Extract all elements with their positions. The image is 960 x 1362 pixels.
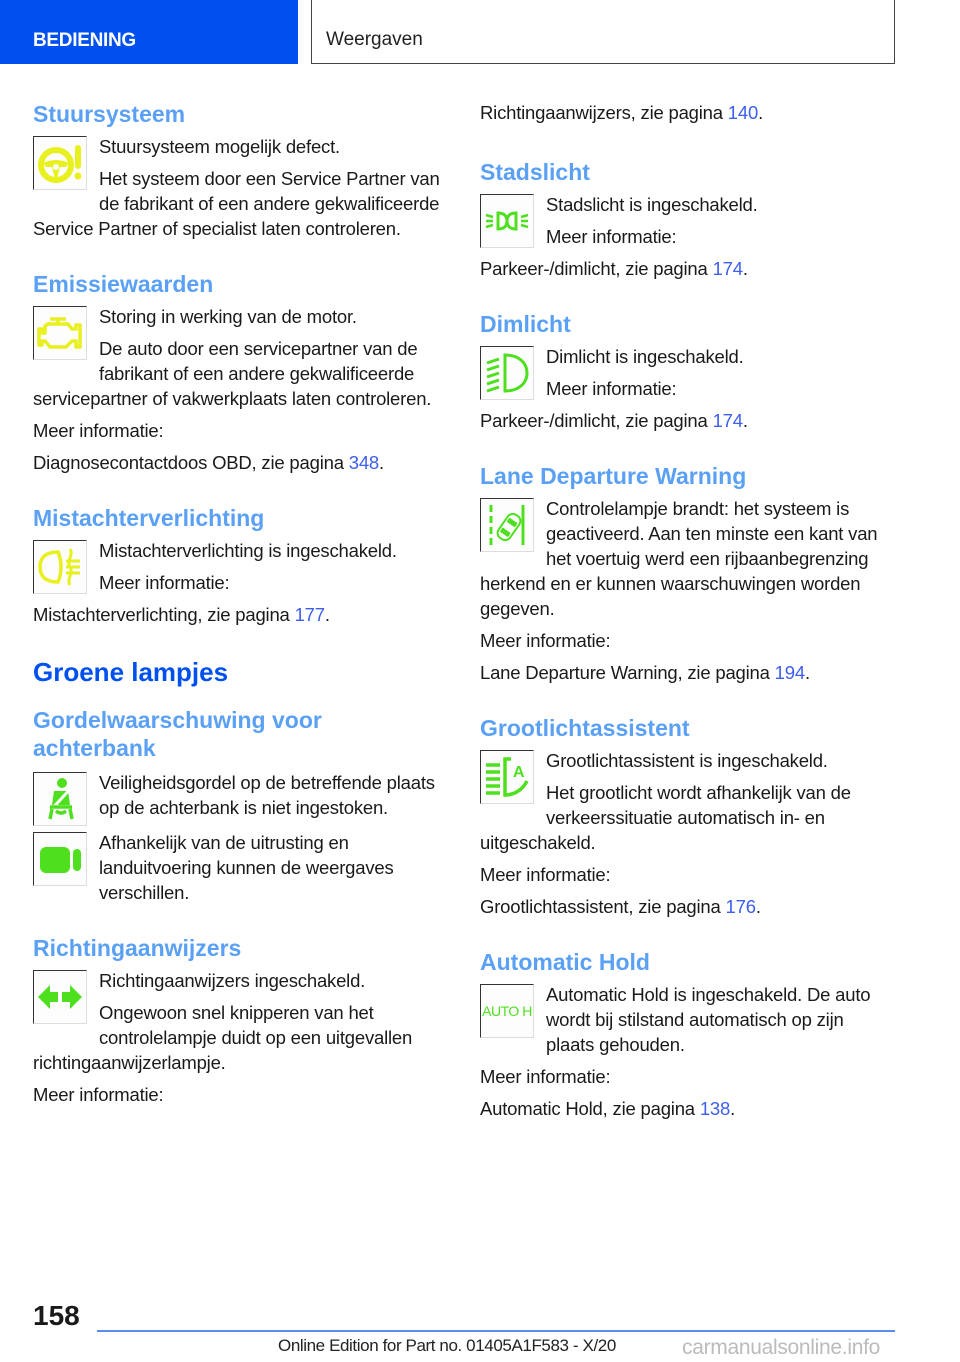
text: Het grootlicht wordt afhankelijk van de verkeerssituatie automatisch in- en uitgeschakeld. [480,782,851,853]
text: Veiligheidsgordel op de betreffende plaats op de achterbank is niet ingestoken. [99,772,435,818]
reference: Grootlichtassistent, zie pagina 176. [480,896,761,917]
more-info-label: Meer informatie: [480,864,611,885]
heading-richtingaanwijzers: Richtingaanwijzers [33,935,242,961]
text: Stuursysteem mogelijk defect. [99,136,340,157]
heading-stuursysteem: Stuursysteem [33,101,186,127]
heading-grootlichtassistent: Grootlichtassistent [480,715,690,741]
text: Stadslicht is ingeschakeld. [546,194,758,215]
reference: Diagnosecontactdoos OBD, zie pagina 348. [33,452,384,473]
rear-fog-light-icon [33,540,87,594]
section-stuursysteem [33,100,448,241]
more-info-label: Meer informatie: [480,630,611,651]
text: Controlelampje brandt: het systeem is geactiveerd. Aan ten minste een kant van het voertuig werd een rijbaanbegrenzing herkend en er kunnen waarschuwingen worden gegeven. [480,498,878,619]
section-title: Weergaven [326,29,423,50]
reference: Lane Departure Warning, zie pagina 194. [480,662,810,683]
heading-mistachterverlichting: Mistachterverlichting [33,505,265,531]
auto-hold-icon-label: AUTO H [482,1003,532,1019]
text: Automatic Hold is ingeschakeld. De auto wordt bij stilstand automatisch op zijn plaats gehouden. [546,984,871,1055]
page-link-194[interactable]: 194 [774,662,805,683]
page-link-138[interactable]: 138 [699,1098,731,1119]
parking-light-icon [480,194,534,248]
section-tab [311,0,895,64]
heading-emissiewaarden: Emissiewaarden [33,271,214,297]
chapter-tab [0,0,298,64]
footer-divider [97,1330,895,1332]
section-mistachterverlichting [33,504,448,627]
low-beam-icon [480,346,534,400]
section-richtingaanwijzers [33,934,448,1107]
high-beam-assist-icon [480,750,534,804]
text: Richtingaanwijzers ingeschakeld. [99,970,366,991]
text: Het systeem door een Service Partner van de fabrikant of een andere gekwalificeerde Service Partner of specialist laten controleren. [33,168,440,239]
heading-automatic-hold: Automatic Hold [480,949,650,975]
reference: Parkeer-/dimlicht, zie pagina 174. [480,258,748,279]
heading-gordelwaarschuwing: Gordelwaarschuwing voor achterbank [33,707,322,761]
reference: Parkeer-/dimlicht, zie pagina 174. [480,410,748,431]
watermark: carmanualsonline.info [682,1336,880,1359]
lane-departure-icon [480,498,534,552]
heading-stadslicht: Stadslicht [480,159,590,185]
more-info-label: Meer informatie: [99,572,230,593]
seat-indicator-icon [33,832,87,886]
more-info-label: Meer informatie: [33,1084,164,1105]
reference: Richtingaanwijzers, zie pagina 140. [480,102,764,123]
chapter-title: BEDIENING [33,30,136,51]
text: Mistachterverlichting is ingeschakeld. [99,540,397,561]
text: Storing in werking van de motor. [99,306,357,327]
edition-note: Online Edition for Part no. 01405A1F583 - X/20 [278,1336,616,1355]
page-number: 158 [33,1300,80,1331]
text: Afhankelijk van de uitrusting en landuitvoering kunnen de weergaves verschillen. [99,832,394,903]
section-automatic-hold [480,948,895,1121]
page-link-174[interactable]: 174 [712,258,743,279]
engine-check-icon [33,306,87,360]
text: De auto door een servicepartner van de fabrikant of een andere gekwalificeerde servicepartner of vakwerkplaats laten controleren. [33,338,432,409]
steering-warning-icon [33,136,87,190]
page-link-140[interactable]: 140 [727,102,759,123]
text: Grootlichtassistent is ingeschakeld. [546,750,828,771]
turn-signal-icon [33,970,87,1024]
text: Ongewoon snel knipperen van het controlelampje duidt op een uitgevallen richtingaanwijzerlampje. [33,1002,413,1073]
section-lane-departure-warning [480,462,895,685]
page-link-177[interactable]: 177 [294,604,325,625]
heading-groene-lampjes: Groene lampjes [33,657,229,687]
section-dimlicht [480,310,895,433]
reference: Automatic Hold, zie pagina 138. [480,1098,736,1119]
section-grootlichtassistent [480,714,895,919]
page-link-348[interactable]: 348 [348,452,380,473]
more-info-label: Meer informatie: [33,420,164,441]
page-link-174[interactable]: 174 [712,410,743,431]
section-gordelwaarschuwing [33,706,448,905]
heading-dimlicht: Dimlicht [480,311,571,337]
section-stadslicht [480,158,895,281]
svg-text:A: A [513,764,525,781]
right-column [480,100,895,1128]
section-emissiewaarden [33,270,448,475]
auto-hold-icon [480,984,534,1038]
left-column [33,100,448,1114]
heading-lane-departure-warning: Lane Departure Warning [480,463,747,489]
text: Dimlicht is ingeschakeld. [546,346,744,367]
reference: Mistachterverlichting, zie pagina 177. [33,604,330,625]
more-info-label: Meer informatie: [546,226,677,247]
seatbelt-icon [33,772,87,826]
more-info-label: Meer informatie: [546,378,677,399]
page-link-176[interactable]: 176 [725,896,756,917]
more-info-label: Meer informatie: [480,1066,611,1087]
